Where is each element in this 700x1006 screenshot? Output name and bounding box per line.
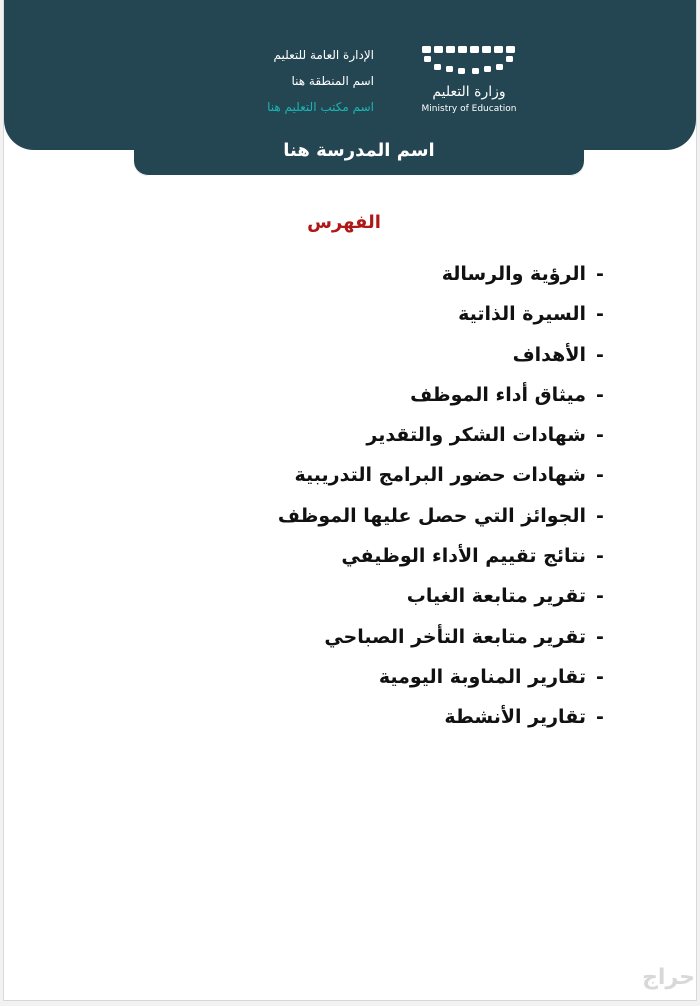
index-item-label: نتائج تقييم الأداء الوظيفي <box>341 545 586 568</box>
index-item-label: تقرير متابعة التأخر الصباحي <box>324 625 586 648</box>
index-item-label: تقرير متابعة الغياب <box>406 585 586 608</box>
school-name: اسم المدرسة هنا <box>283 140 435 161</box>
ministry-logo-dots-icon <box>414 40 524 84</box>
bullet-dash: - <box>596 665 604 688</box>
index-item <box>164 254 614 294</box>
bullet-dash: - <box>596 343 604 366</box>
bullet-dash: - <box>596 303 604 326</box>
index-item-label: شهادات الشكر والتقدير <box>366 424 586 447</box>
index-item <box>164 335 614 375</box>
bullet-dash: - <box>596 504 604 527</box>
school-name-bar <box>134 128 584 176</box>
index-item-label: الأهداف <box>512 343 586 366</box>
index-item-label: الرؤية والرسالة <box>441 263 586 285</box>
index-title: الفهرس <box>307 212 381 233</box>
bullet-dash: - <box>596 383 604 406</box>
office-label: اسم مكتب التعليم هنا <box>267 100 374 114</box>
bullet-dash: - <box>596 263 604 285</box>
ministry-name-ar: وزارة التعليم <box>432 84 506 100</box>
bullet-dash: - <box>596 706 604 729</box>
index-item <box>164 496 614 536</box>
index-item <box>164 415 614 455</box>
index-item-label: ميثاق أداء الموظف <box>410 383 586 406</box>
index-item-label: شهادات حضور البرامج التدريبية <box>294 464 586 487</box>
index-list <box>164 254 614 738</box>
index-item-label: السيرة الذاتية <box>458 303 586 326</box>
ministry-name-en: Ministry of Education <box>421 104 517 114</box>
bullet-dash: - <box>596 424 604 447</box>
ministry-logo <box>414 40 524 120</box>
index-item <box>164 455 614 495</box>
bullet-dash: - <box>596 625 604 648</box>
bullet-dash: - <box>596 585 604 608</box>
index-item-label: الجوائز التي حصل عليها الموظف <box>277 504 586 527</box>
index-item <box>164 617 614 657</box>
bullet-dash: - <box>596 464 604 487</box>
region-label: اسم المنطقة هنا <box>291 74 374 88</box>
administration-label: الإدارة العامة للتعليم <box>273 48 374 62</box>
index-item <box>164 657 614 697</box>
bullet-dash: - <box>596 545 604 568</box>
index-item <box>164 576 614 616</box>
index-item <box>164 697 614 737</box>
watermark: حراج <box>642 965 695 990</box>
index-item <box>164 536 614 576</box>
index-item-label: تقارير المناوبة اليومية <box>378 665 586 688</box>
document-page <box>4 0 696 1000</box>
administration-info <box>164 42 374 120</box>
index-item <box>164 294 614 334</box>
index-item-label: تقارير الأنشطة <box>444 706 586 729</box>
index-item <box>164 375 614 415</box>
